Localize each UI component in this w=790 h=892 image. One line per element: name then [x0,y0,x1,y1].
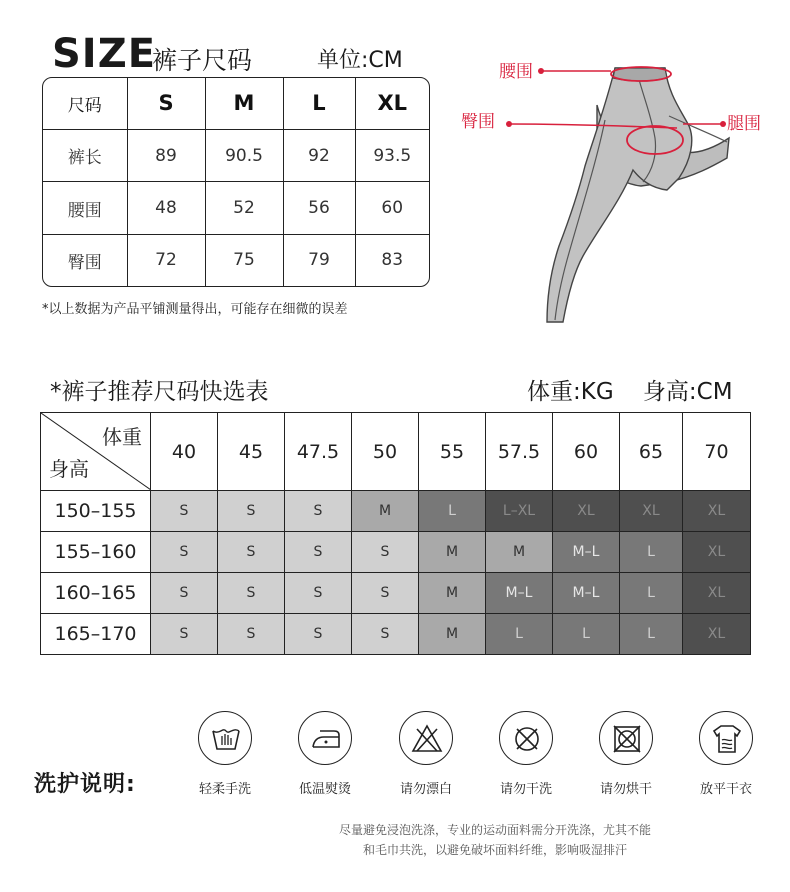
weight-header-cell: 57.5 [486,413,553,491]
size-cell: 90.5 [205,129,283,182]
height-row [41,573,751,614]
size-recommendation-cell: L [620,573,683,614]
size-recommendation-cell: S [285,573,352,614]
corner-cell [41,413,151,491]
size-unit: 单位:CM [317,48,403,73]
hip-label: 臀围 [461,112,495,132]
size-recommendation-cell: S [285,614,352,655]
size-recommendation-cell: S [218,491,285,532]
care-label: 请勿干洗 [499,782,552,797]
no-tumble-dry-icon [599,711,653,765]
size-recommendation-cell: M–L [553,532,620,573]
size-recommendation-cell: M [419,532,486,573]
size-recommendation-cell: S [151,614,218,655]
no-dry-clean-icon [499,711,553,765]
care-item [481,711,571,799]
height-row [41,532,751,573]
size-cell: 48 [127,182,205,235]
size-header-cell: XL [355,78,429,129]
size-header-cell: 尺码 [43,78,127,129]
size-recommendation-cell: S [285,532,352,573]
size-recommendation-cell: L [620,532,683,573]
weight-header-row [41,413,751,491]
size-recommendation-cell: S [151,491,218,532]
size-row-label: 腰围 [43,182,127,235]
size-header-cell: M [205,78,283,129]
care-item [681,711,771,799]
pants-illustration [455,50,790,340]
care-label: 轻柔手洗 [198,782,251,797]
leggings-diagram-icon [455,50,790,340]
size-title-cn: 裤子尺码 [152,46,253,75]
size-recommendation-cell: S [285,491,352,532]
quick-select-title: *裤子推荐尺码快选表 [50,379,269,405]
size-recommendation-cell: M [419,614,486,655]
size-recommendation-cell: S [218,614,285,655]
weight-header-cell: 47.5 [285,413,352,491]
weight-header-cell: 60 [553,413,620,491]
height-label: 150–155 [41,491,151,532]
size-cell: 56 [283,182,355,235]
size-recommendation-cell: L–XL [486,491,553,532]
size-note: *以上数据为产品平铺测量得出，可能存在细微的误差 [42,302,348,317]
size-recommendation-cell: M [419,573,486,614]
care-label: 放平干衣 [699,782,752,797]
size-recommendation-cell: L [553,614,620,655]
weight-header-cell: 55 [419,413,486,491]
size-cell: 93.5 [355,129,429,182]
size-recommendation-cell: S [218,532,285,573]
size-recommendation-cell: S [218,573,285,614]
size-cell: 52 [205,182,283,235]
size-chart-table [42,77,430,287]
size-recommendation-cell: XL [683,532,751,573]
hand-wash-icon [198,711,252,765]
care-item [180,711,270,799]
size-recommendation-cell: S [352,532,419,573]
low-iron-icon [298,711,352,765]
care-item [381,711,471,799]
size-cell: 60 [355,182,429,235]
height-label: 160–165 [41,573,151,614]
size-cell: 79 [283,234,355,286]
care-note-line: 和毛巾共洗，以避免破坏面料纤维，影响吸湿排汗 [362,843,627,857]
size-recommendation-cell: XL [553,491,620,532]
care-item [581,711,671,799]
care-label: 请勿烘干 [599,782,652,797]
care-item [280,711,370,799]
size-recommendation-cell: L [419,491,486,532]
height-row [41,491,751,532]
size-recommendation-cell: XL [683,614,751,655]
size-recommendation-cell: M–L [486,573,553,614]
height-row [41,614,751,655]
size-recommendation-cell: S [151,532,218,573]
size-header-cell: S [127,78,205,129]
thigh-label: 腿围 [727,114,761,134]
size-recommendation-cell: M [486,532,553,573]
size-recommendation-cell: XL [620,491,683,532]
size-recommendation-cell: M–L [553,573,620,614]
size-row-hip [43,234,429,286]
size-cell: 92 [283,129,355,182]
care-note-line: 尽量避免浸泡洗涤，专业的运动面料需分开洗涤，尤其不能 [338,823,651,837]
size-row-length [43,129,429,182]
size-row-label: 臀围 [43,234,127,286]
weight-header-cell: 70 [683,413,751,491]
size-cell: 83 [355,234,429,286]
size-recommendation-cell: L [486,614,553,655]
weight-header-cell: 45 [218,413,285,491]
size-cell: 89 [127,129,205,182]
size-cell: 75 [205,234,283,286]
height-label: 155–160 [41,532,151,573]
care-title: 洗护说明: [34,772,136,797]
care-label: 请勿漂白 [399,782,452,797]
size-recommendation-cell: S [352,573,419,614]
size-recommendation-cell: M [352,491,419,532]
waist-label: 腰围 [499,62,533,82]
size-recommendation-cell: S [151,573,218,614]
size-header-row [43,78,429,129]
size-recommendation-cell: XL [683,491,751,532]
size-recommendation-cell: L [620,614,683,655]
size-cell: 72 [127,234,205,286]
size-recommendation-cell: S [352,614,419,655]
care-note [250,820,740,860]
size-recommendation-cell: XL [683,573,751,614]
size-row-label: 裤长 [43,129,127,182]
care-label: 低温熨烫 [298,782,351,797]
weight-header-cell: 50 [352,413,419,491]
size-header-cell: L [283,78,355,129]
no-bleach-icon [399,711,453,765]
size-row-waist [43,182,429,235]
flat-dry-icon [699,711,753,765]
height-label: 165–170 [41,614,151,655]
corner-weight-label: 体重 [102,425,142,449]
corner-height-label: 身高 [49,457,89,481]
weight-header-cell: 40 [151,413,218,491]
size-title: SIZE [52,31,157,77]
weight-header-cell: 65 [620,413,683,491]
quick-select-table [40,412,751,655]
quick-select-unit: 体重:KG 身高:CM [527,379,733,405]
